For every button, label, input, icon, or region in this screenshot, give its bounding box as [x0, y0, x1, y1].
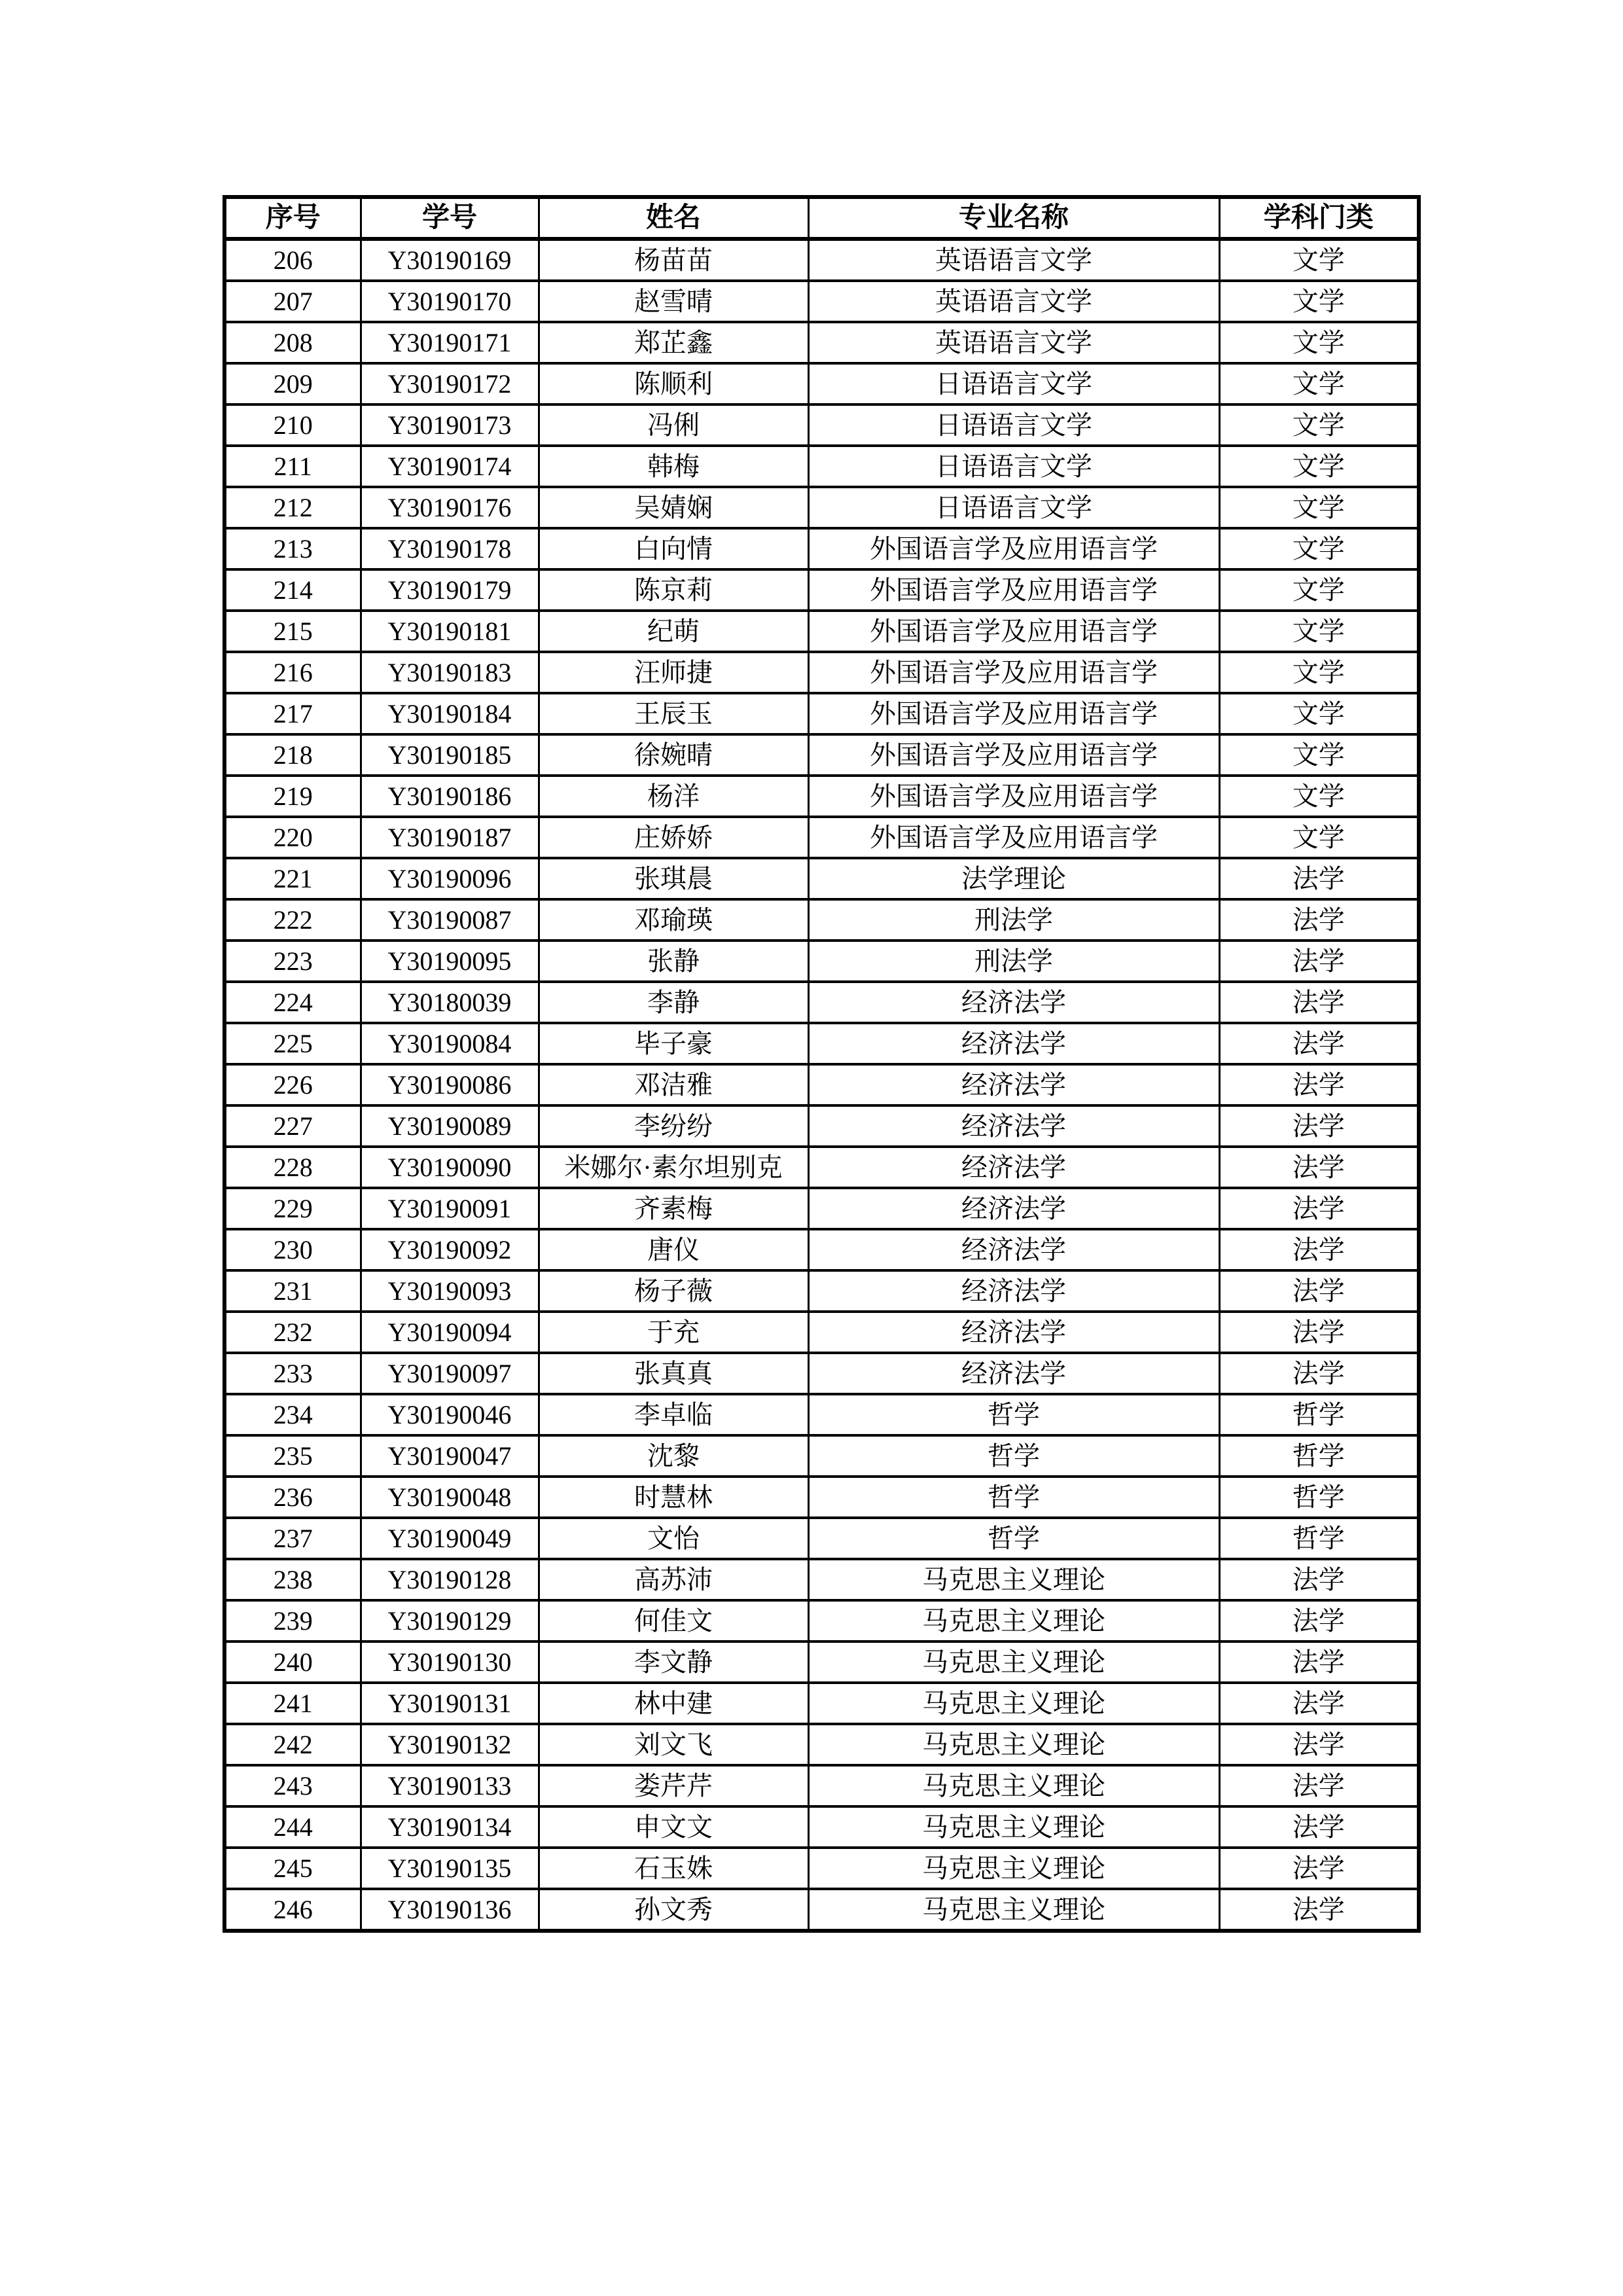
- table-body: [224, 239, 1419, 1931]
- cell-student-id: Y30190096: [361, 858, 539, 899]
- cell-category: 文学: [1219, 611, 1419, 652]
- cell-seq: 240: [224, 1641, 361, 1683]
- cell-student-id: Y30190090: [361, 1147, 539, 1188]
- table-row: [224, 1105, 1419, 1147]
- cell-category: 法学: [1219, 1064, 1419, 1105]
- table-row: [224, 239, 1419, 281]
- cell-student-id: Y30190093: [361, 1270, 539, 1312]
- table-row: [224, 1600, 1419, 1641]
- cell-name: 杨洋: [539, 776, 808, 817]
- cell-seq: 230: [224, 1229, 361, 1270]
- cell-category: 文学: [1219, 693, 1419, 734]
- cell-student-id: Y30190135: [361, 1848, 539, 1889]
- cell-category: 哲学: [1219, 1394, 1419, 1435]
- cell-seq: 235: [224, 1435, 361, 1477]
- cell-major: 外国语言学及应用语言学: [808, 693, 1219, 734]
- cell-name: 石玉姝: [539, 1848, 808, 1889]
- cell-major: 经济法学: [808, 1064, 1219, 1105]
- cell-seq: 223: [224, 941, 361, 982]
- cell-major: 马克思主义理论: [808, 1724, 1219, 1765]
- cell-name: 王辰玉: [539, 693, 808, 734]
- table-row: [224, 1806, 1419, 1848]
- cell-name: 吴婧娴: [539, 487, 808, 528]
- cell-name: 申文文: [539, 1806, 808, 1848]
- table-row: [224, 817, 1419, 858]
- cell-name: 沈黎: [539, 1435, 808, 1477]
- cell-major: 外国语言学及应用语言学: [808, 817, 1219, 858]
- cell-category: 文学: [1219, 569, 1419, 611]
- cell-student-id: Y30190087: [361, 899, 539, 941]
- cell-category: 哲学: [1219, 1435, 1419, 1477]
- cell-seq: 233: [224, 1353, 361, 1394]
- cell-category: 文学: [1219, 363, 1419, 404]
- cell-student-id: Y30190187: [361, 817, 539, 858]
- cell-seq: 224: [224, 982, 361, 1023]
- cell-student-id: Y30190176: [361, 487, 539, 528]
- cell-student-id: Y30190094: [361, 1312, 539, 1353]
- table-row: [224, 1435, 1419, 1477]
- cell-category: 哲学: [1219, 1477, 1419, 1518]
- cell-major: 哲学: [808, 1394, 1219, 1435]
- cell-seq: 209: [224, 363, 361, 404]
- cell-name: 纪萌: [539, 611, 808, 652]
- cell-seq: 237: [224, 1518, 361, 1559]
- cell-name: 李文静: [539, 1641, 808, 1683]
- student-roster-table: [223, 195, 1421, 1933]
- cell-student-id: Y30190131: [361, 1683, 539, 1724]
- cell-category: 法学: [1219, 1312, 1419, 1353]
- cell-student-id: Y30190179: [361, 569, 539, 611]
- cell-major: 外国语言学及应用语言学: [808, 652, 1219, 693]
- cell-seq: 212: [224, 487, 361, 528]
- cell-major: 哲学: [808, 1435, 1219, 1477]
- table-row: [224, 1641, 1419, 1683]
- cell-major: 经济法学: [808, 1147, 1219, 1188]
- cell-seq: 225: [224, 1023, 361, 1064]
- cell-major: 马克思主义理论: [808, 1889, 1219, 1931]
- cell-category: 法学: [1219, 1600, 1419, 1641]
- table-row: [224, 1270, 1419, 1312]
- cell-seq: 218: [224, 734, 361, 776]
- cell-major: 经济法学: [808, 1312, 1219, 1353]
- cell-major: 日语语言文学: [808, 487, 1219, 528]
- table-row: [224, 1848, 1419, 1889]
- cell-seq: 244: [224, 1806, 361, 1848]
- cell-student-id: Y30190169: [361, 239, 539, 281]
- cell-student-id: Y30190130: [361, 1641, 539, 1683]
- cell-major: 外国语言学及应用语言学: [808, 611, 1219, 652]
- table-row: [224, 363, 1419, 404]
- cell-name: 时慧林: [539, 1477, 808, 1518]
- cell-student-id: Y30190097: [361, 1353, 539, 1394]
- table-row: [224, 1023, 1419, 1064]
- table-row: [224, 1353, 1419, 1394]
- cell-category: 文学: [1219, 734, 1419, 776]
- table-row: [224, 1064, 1419, 1105]
- cell-category: 文学: [1219, 652, 1419, 693]
- header-cell-student-id: 学号: [361, 197, 539, 239]
- table-row: [224, 446, 1419, 487]
- cell-seq: 229: [224, 1188, 361, 1229]
- cell-student-id: Y30190047: [361, 1435, 539, 1477]
- cell-student-id: Y30190136: [361, 1889, 539, 1931]
- table-row: [224, 1394, 1419, 1435]
- cell-category: 法学: [1219, 1889, 1419, 1931]
- cell-category: 文学: [1219, 281, 1419, 322]
- cell-name: 白向情: [539, 528, 808, 569]
- cell-category: 法学: [1219, 941, 1419, 982]
- cell-category: 法学: [1219, 1188, 1419, 1229]
- cell-student-id: Y30190171: [361, 322, 539, 363]
- cell-major: 哲学: [808, 1477, 1219, 1518]
- table-row: [224, 322, 1419, 363]
- cell-seq: 245: [224, 1848, 361, 1889]
- cell-name: 韩梅: [539, 446, 808, 487]
- cell-category: 法学: [1219, 1270, 1419, 1312]
- table-row: [224, 281, 1419, 322]
- cell-student-id: Y30190048: [361, 1477, 539, 1518]
- cell-seq: 219: [224, 776, 361, 817]
- cell-name: 徐婉晴: [539, 734, 808, 776]
- cell-student-id: Y30190086: [361, 1064, 539, 1105]
- cell-name: 赵雪晴: [539, 281, 808, 322]
- cell-major: 经济法学: [808, 1353, 1219, 1394]
- cell-major: 外国语言学及应用语言学: [808, 569, 1219, 611]
- cell-seq: 241: [224, 1683, 361, 1724]
- table-header: [224, 197, 1419, 239]
- table-row: [224, 528, 1419, 569]
- cell-name: 李卓临: [539, 1394, 808, 1435]
- cell-major: 刑法学: [808, 899, 1219, 941]
- cell-category: 法学: [1219, 1848, 1419, 1889]
- cell-student-id: Y30190089: [361, 1105, 539, 1147]
- cell-seq: 222: [224, 899, 361, 941]
- cell-category: 文学: [1219, 404, 1419, 446]
- cell-student-id: Y30190091: [361, 1188, 539, 1229]
- cell-seq: 234: [224, 1394, 361, 1435]
- table-row: [224, 1518, 1419, 1559]
- cell-seq: 231: [224, 1270, 361, 1312]
- cell-seq: 206: [224, 239, 361, 281]
- table-row: [224, 982, 1419, 1023]
- table-row: [224, 899, 1419, 941]
- cell-major: 经济法学: [808, 982, 1219, 1023]
- cell-category: 法学: [1219, 1229, 1419, 1270]
- cell-major: 外国语言学及应用语言学: [808, 734, 1219, 776]
- cell-seq: 246: [224, 1889, 361, 1931]
- cell-major: 英语语言文学: [808, 281, 1219, 322]
- cell-seq: 215: [224, 611, 361, 652]
- cell-seq: 217: [224, 693, 361, 734]
- cell-name: 李静: [539, 982, 808, 1023]
- cell-name: 陈顺利: [539, 363, 808, 404]
- cell-name: 李纷纷: [539, 1105, 808, 1147]
- cell-seq: 242: [224, 1724, 361, 1765]
- cell-student-id: Y30190186: [361, 776, 539, 817]
- header-row: [224, 197, 1419, 239]
- cell-category: 文学: [1219, 817, 1419, 858]
- cell-student-id: Y30190128: [361, 1559, 539, 1600]
- header-cell-category: 学科门类: [1219, 197, 1419, 239]
- cell-student-id: Y30190172: [361, 363, 539, 404]
- table-row: [224, 652, 1419, 693]
- cell-major: 马克思主义理论: [808, 1641, 1219, 1683]
- cell-student-id: Y30190170: [361, 281, 539, 322]
- cell-name: 冯俐: [539, 404, 808, 446]
- cell-major: 马克思主义理论: [808, 1848, 1219, 1889]
- cell-category: 法学: [1219, 1023, 1419, 1064]
- cell-major: 马克思主义理论: [808, 1559, 1219, 1600]
- table-row: [224, 611, 1419, 652]
- cell-major: 马克思主义理论: [808, 1683, 1219, 1724]
- cell-category: 法学: [1219, 1105, 1419, 1147]
- cell-student-id: Y30190183: [361, 652, 539, 693]
- cell-name: 林中建: [539, 1683, 808, 1724]
- cell-major: 经济法学: [808, 1229, 1219, 1270]
- cell-student-id: Y30190049: [361, 1518, 539, 1559]
- cell-student-id: Y30190178: [361, 528, 539, 569]
- cell-category: 文学: [1219, 239, 1419, 281]
- cell-category: 法学: [1219, 1683, 1419, 1724]
- cell-name: 何佳文: [539, 1600, 808, 1641]
- cell-name: 文怡: [539, 1518, 808, 1559]
- cell-student-id: Y30190185: [361, 734, 539, 776]
- table-row: [224, 569, 1419, 611]
- table-row: [224, 693, 1419, 734]
- cell-name: 刘文飞: [539, 1724, 808, 1765]
- cell-category: 文学: [1219, 528, 1419, 569]
- cell-seq: 213: [224, 528, 361, 569]
- cell-seq: 210: [224, 404, 361, 446]
- cell-seq: 216: [224, 652, 361, 693]
- cell-major: 外国语言学及应用语言学: [808, 528, 1219, 569]
- cell-major: 刑法学: [808, 941, 1219, 982]
- cell-category: 法学: [1219, 1641, 1419, 1683]
- cell-category: 文学: [1219, 487, 1419, 528]
- table-row: [224, 404, 1419, 446]
- cell-seq: 214: [224, 569, 361, 611]
- table-row: [224, 1188, 1419, 1229]
- cell-name: 杨苗苗: [539, 239, 808, 281]
- cell-seq: 236: [224, 1477, 361, 1518]
- table-row: [224, 776, 1419, 817]
- cell-seq: 243: [224, 1765, 361, 1806]
- cell-major: 日语语言文学: [808, 363, 1219, 404]
- cell-name: 郑芷鑫: [539, 322, 808, 363]
- cell-student-id: Y30190133: [361, 1765, 539, 1806]
- cell-name: 张静: [539, 941, 808, 982]
- table-row: [224, 1229, 1419, 1270]
- cell-name: 张琪晨: [539, 858, 808, 899]
- cell-name: 庄娇娇: [539, 817, 808, 858]
- cell-category: 法学: [1219, 1765, 1419, 1806]
- cell-student-id: Y30190092: [361, 1229, 539, 1270]
- cell-name: 邓瑜瑛: [539, 899, 808, 941]
- cell-student-id: Y30190046: [361, 1394, 539, 1435]
- cell-name: 高苏沛: [539, 1559, 808, 1600]
- cell-seq: 227: [224, 1105, 361, 1147]
- cell-category: 哲学: [1219, 1518, 1419, 1559]
- cell-category: 法学: [1219, 1353, 1419, 1394]
- cell-category: 法学: [1219, 1147, 1419, 1188]
- header-cell-name: 姓名: [539, 197, 808, 239]
- cell-name: 于充: [539, 1312, 808, 1353]
- cell-student-id: Y30190184: [361, 693, 539, 734]
- table-row: [224, 1559, 1419, 1600]
- table-row: [224, 1683, 1419, 1724]
- cell-major: 马克思主义理论: [808, 1600, 1219, 1641]
- cell-name: 汪师捷: [539, 652, 808, 693]
- cell-category: 法学: [1219, 899, 1419, 941]
- table-row: [224, 858, 1419, 899]
- cell-category: 法学: [1219, 858, 1419, 899]
- table-row: [224, 734, 1419, 776]
- cell-name: 陈京莉: [539, 569, 808, 611]
- cell-student-id: Y30190134: [361, 1806, 539, 1848]
- cell-category: 文学: [1219, 776, 1419, 817]
- table-row: [224, 941, 1419, 982]
- cell-seq: 232: [224, 1312, 361, 1353]
- cell-student-id: Y30190095: [361, 941, 539, 982]
- cell-category: 文学: [1219, 322, 1419, 363]
- cell-student-id: Y30190173: [361, 404, 539, 446]
- cell-seq: 207: [224, 281, 361, 322]
- cell-category: 文学: [1219, 446, 1419, 487]
- cell-seq: 211: [224, 446, 361, 487]
- cell-major: 经济法学: [808, 1270, 1219, 1312]
- cell-major: 哲学: [808, 1518, 1219, 1559]
- cell-seq: 228: [224, 1147, 361, 1188]
- table-row: [224, 1724, 1419, 1765]
- cell-student-id: Y30190174: [361, 446, 539, 487]
- cell-major: 马克思主义理论: [808, 1806, 1219, 1848]
- cell-student-id: Y30190132: [361, 1724, 539, 1765]
- header-cell-seq: 序号: [224, 197, 361, 239]
- header-cell-major: 专业名称: [808, 197, 1219, 239]
- cell-name: 唐仪: [539, 1229, 808, 1270]
- cell-seq: 208: [224, 322, 361, 363]
- cell-seq: 221: [224, 858, 361, 899]
- cell-name: 娄芹芹: [539, 1765, 808, 1806]
- cell-name: 齐素梅: [539, 1188, 808, 1229]
- cell-student-id: Y30190129: [361, 1600, 539, 1641]
- table-row: [224, 1765, 1419, 1806]
- cell-major: 日语语言文学: [808, 404, 1219, 446]
- cell-name: 邓洁雅: [539, 1064, 808, 1105]
- table-row: [224, 1889, 1419, 1931]
- cell-name: 杨子薇: [539, 1270, 808, 1312]
- cell-major: 外国语言学及应用语言学: [808, 776, 1219, 817]
- cell-seq: 238: [224, 1559, 361, 1600]
- cell-seq: 226: [224, 1064, 361, 1105]
- table-row: [224, 1477, 1419, 1518]
- cell-name: 张真真: [539, 1353, 808, 1394]
- cell-major: 经济法学: [808, 1023, 1219, 1064]
- cell-name: 米娜尔·素尔坦别克: [539, 1147, 808, 1188]
- cell-student-id: Y30180039: [361, 982, 539, 1023]
- cell-seq: 239: [224, 1600, 361, 1641]
- cell-major: 英语语言文学: [808, 239, 1219, 281]
- table-row: [224, 487, 1419, 528]
- cell-category: 法学: [1219, 982, 1419, 1023]
- cell-major: 经济法学: [808, 1105, 1219, 1147]
- cell-name: 毕子豪: [539, 1023, 808, 1064]
- cell-major: 马克思主义理论: [808, 1765, 1219, 1806]
- cell-category: 法学: [1219, 1806, 1419, 1848]
- cell-major: 经济法学: [808, 1188, 1219, 1229]
- cell-student-id: Y30190084: [361, 1023, 539, 1064]
- cell-name: 孙文秀: [539, 1889, 808, 1931]
- cell-major: 英语语言文学: [808, 322, 1219, 363]
- cell-category: 法学: [1219, 1559, 1419, 1600]
- cell-major: 法学理论: [808, 858, 1219, 899]
- table-row: [224, 1147, 1419, 1188]
- cell-major: 日语语言文学: [808, 446, 1219, 487]
- table-row: [224, 1312, 1419, 1353]
- cell-student-id: Y30190181: [361, 611, 539, 652]
- cell-seq: 220: [224, 817, 361, 858]
- cell-category: 法学: [1219, 1724, 1419, 1765]
